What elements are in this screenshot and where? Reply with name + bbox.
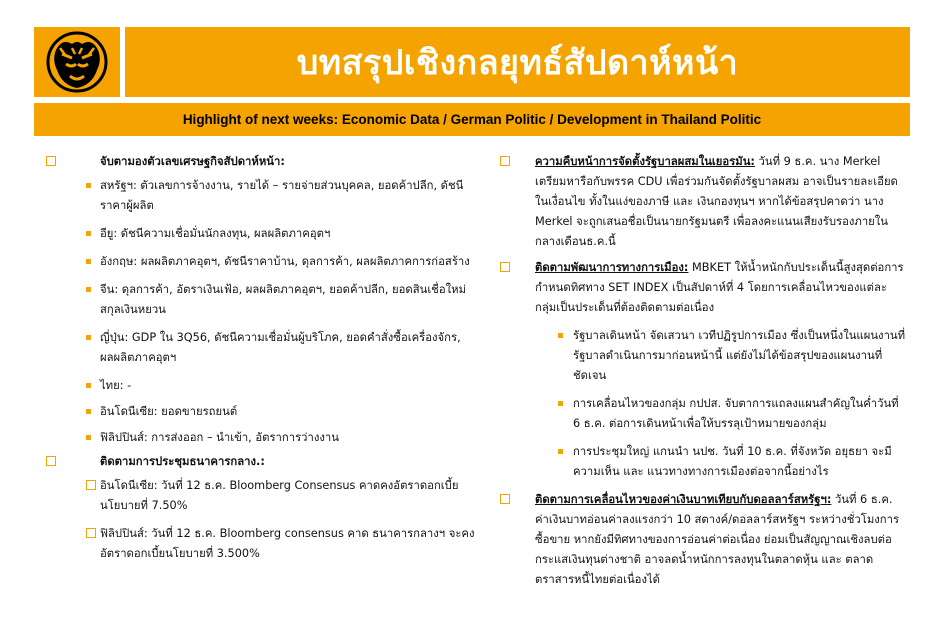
section-heading: ติดตามการประชุมธนาคารกลาง.: bbox=[100, 455, 265, 468]
section-body: MBKET ให้น้ำหนักกับประเด็นนี้สูงสุดต่อการกำหนดทิศทาง SET INDEX เป็นสัปดาห์ที่ 4 โดยการเคลื่อนไหวของแต่ละกลุ่มเป็นประเด็นที่ต้องติดตามต่อเนื่อง bbox=[535, 261, 904, 314]
list-item-text: สหรัฐฯ: ตัวเลขการจ้างงาน, รายได้ – รายจ่ายส่วนบุคคล, ยอดค้าปลีก, ดัชนีราคาผู้ผลิต bbox=[100, 179, 464, 212]
checkbox-bullet-icon bbox=[500, 156, 510, 166]
list-item bbox=[46, 280, 476, 320]
list-item-text: ฟิลิปปินส์: การส่งออก – นำเข้า, อัตราการว่างงาน bbox=[100, 431, 339, 444]
section-body: วันที่ 9 ธ.ค. นาง Merkel เตรียมหารือกับพรรค CDU เพื่อร่วมกันจัดตั้งรัฐบาลผสม อาจเป็นรายละเอียดในเงื่อนไข ทั้งในแง่ของภาษี และ เงินกองทุนฯ หากได้ข้อสรุปคาดว่า นาง Merkel จะถูกเสนอชื่อเป็นนายกรัฐมนตรี เพื่อลงคะแนนเสียงรับรองภายในกลางเดือนธ.ค.นี้ bbox=[535, 155, 898, 248]
list-item-text: อังกฤษ: ผลผลิตภาคอุตฯ, ดัชนีราคาบ้าน, ดุลการค้า, ผลผลิตภาคการก่อสร้าง bbox=[100, 255, 470, 268]
square-bullet-icon bbox=[558, 333, 563, 338]
checkbox-bullet-icon bbox=[500, 262, 510, 272]
section-body: วันที่ 6 ธ.ค. ค่าเงินบาทอ่อนค่าลงแรงกว่า 10 สตางค์/ดอลลาร์สหรัฐฯ ระหว่างชั่วโมงการซื้อขาย หากยังมีทิศทางของการอ่อนค่าต่อเนื่อง ย่อมเป็นสัญญาณเชิงลบต่อกระแสเงินทุนต่างชาติ อาจลดน้ำหนักการลงทุนในตลาดหุ้น และ ตลาดตราสารหนี้ไทยต่อเนื่องได้ bbox=[535, 493, 900, 586]
list-item bbox=[46, 328, 476, 368]
list-item-text: ญี่ปุ่น: GDP ใน 3Q56, ดัชนีความเชื่อมั่นผู้บริโภค, ยอดคำสั่งซื้อเครื่องจักร, ผลผลิตภาคอุตฯ bbox=[100, 331, 461, 364]
square-bullet-icon bbox=[86, 183, 91, 188]
right-column bbox=[497, 152, 907, 590]
square-bullet-icon bbox=[86, 435, 91, 440]
central-bank-section bbox=[46, 452, 476, 472]
title-banner bbox=[125, 27, 910, 97]
list-item bbox=[46, 376, 476, 396]
list-item-text: จีน: ดุลการค้า, อัตราเงินเฟ้อ, ผลผลิตภาคอุตฯ, ยอดค้าปลีก, ยอดสินเชื่อใหม่สกุลเงินหยวน bbox=[100, 283, 467, 316]
list-item bbox=[46, 476, 476, 516]
list-item-text: อียู: ดัชนีความเชื่อมั่นนักลงทุน, ผลผลิตภาคอุตฯ bbox=[100, 227, 331, 240]
list-item bbox=[46, 402, 476, 422]
square-bullet-icon bbox=[558, 401, 563, 406]
list-item bbox=[497, 442, 907, 482]
list-item-text: ฟิลิปปินส์: วันที่ 12 ธ.ค. Bloomberg consensus คาด ธนาคารกลางฯ จะคงอัตราดอกเบี้ยนโยบายที่ 3.500% bbox=[100, 527, 475, 560]
checkbox-bullet-icon bbox=[46, 156, 56, 166]
economic-data-section bbox=[46, 152, 476, 172]
section-heading: ความคืบหน้าการจัดตั้งรัฐบาลผสมในเยอรมัน: bbox=[535, 155, 755, 168]
checkbox-bullet-icon bbox=[86, 480, 96, 490]
list-item-text: ไทย: - bbox=[100, 379, 132, 392]
left-column bbox=[46, 152, 476, 564]
list-item bbox=[46, 428, 476, 448]
list-item bbox=[497, 394, 907, 434]
german-politic-section bbox=[497, 152, 907, 252]
list-item-text: รัฐบาลเดินหน้า จัดเสวนา เวทีปฏิรูปการเมือง ซึ่งเป็นหนึ่งในแผนงานที่รัฐบาลดำเนินการมาก่อนหน้านี้ แต่ยังไม่ได้ข้อสรุปของแผนงานที่ชัดเจน bbox=[573, 329, 906, 382]
square-bullet-icon bbox=[86, 259, 91, 264]
thb-usd-section bbox=[497, 490, 907, 590]
square-bullet-icon bbox=[86, 231, 91, 236]
tiger-logo bbox=[34, 27, 120, 97]
square-bullet-icon bbox=[86, 409, 91, 414]
section-heading: ติดตามการเคลื่อนไหวของค่าเงินบาทเทียบกับดอลลาร์สหรัฐฯ: bbox=[535, 493, 832, 506]
square-bullet-icon bbox=[558, 449, 563, 454]
list-item-text: การเคลื่อนไหวของกลุ่ม กปปส. จับตาการแถลงแผนสำคัญในค่ำวันที่ 6 ธ.ค. ต่อการเดินหน้าเพื่อให้บรรลุเป้าหมายของกลุ่ม bbox=[573, 397, 899, 430]
list-item bbox=[46, 524, 476, 564]
list-item bbox=[46, 252, 476, 272]
tiger-head-icon bbox=[42, 30, 112, 94]
list-item-text: อินโดนีเซีย: วันที่ 12 ธ.ค. Bloomberg Consensus คาดคงอัตราดอกเบี้ยนโยบายที่ 7.50% bbox=[100, 479, 459, 512]
checkbox-bullet-icon bbox=[86, 528, 96, 538]
square-bullet-icon bbox=[86, 383, 91, 388]
page-title: บทสรุปเชิงกลยุทธ์สัปดาห์หน้า bbox=[296, 43, 739, 83]
list-item-text: การประชุมใหญ่ แกนนำ นปช. วันที่ 10 ธ.ค. ที่จังหวัด อยุธยา จะมีความเห็น และ แนวทางทางการเมืองต่อจากนี้อย่างไร bbox=[573, 445, 892, 478]
page-subtitle: Highlight of next weeks: Economic Data / German Politic / Development in Thailand Politic bbox=[182, 112, 762, 127]
section-heading: จับตามองตัวเลขเศรษฐกิจสัปดาห์หน้า: bbox=[100, 155, 285, 168]
list-item bbox=[46, 224, 476, 244]
section-heading: ติดตามพัฒนาการทางการเมือง: bbox=[535, 261, 689, 274]
square-bullet-icon bbox=[86, 287, 91, 292]
checkbox-bullet-icon bbox=[46, 456, 56, 466]
subtitle-banner bbox=[34, 103, 910, 136]
checkbox-bullet-icon bbox=[500, 494, 510, 504]
thai-politic-section bbox=[497, 258, 907, 318]
square-bullet-icon bbox=[86, 335, 91, 340]
list-item-text: อินโดนีเซีย: ยอดขายรถยนต์ bbox=[100, 405, 238, 418]
list-item bbox=[46, 176, 476, 216]
list-item bbox=[497, 326, 907, 386]
